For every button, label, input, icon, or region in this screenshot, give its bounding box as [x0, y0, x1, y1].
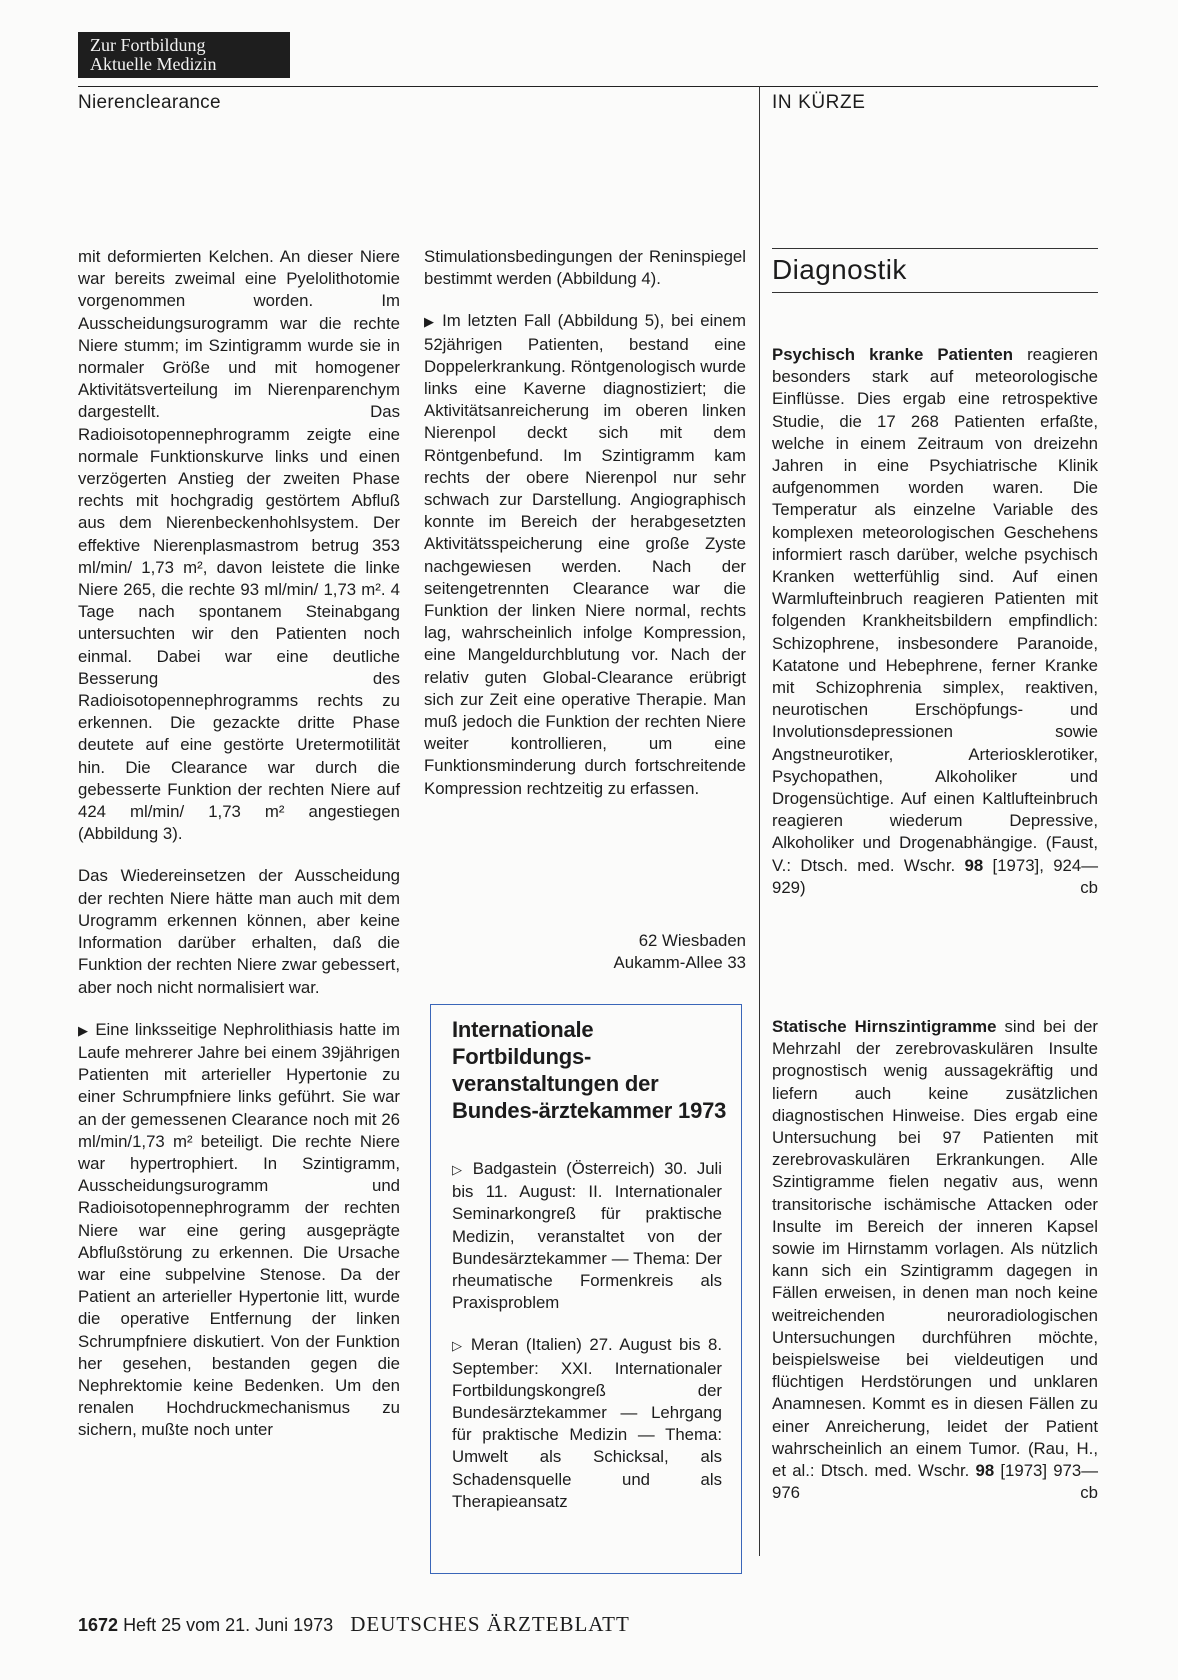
volume-number: 98 [964, 855, 984, 875]
article-column-2 [424, 246, 746, 800]
author-initials: cb [1080, 1483, 1098, 1503]
article-column-1 [78, 246, 400, 1442]
address-line-1: 62 Wiesbaden [638, 931, 746, 950]
arrow-marker-icon: ▶ [424, 314, 437, 330]
column-divider [759, 86, 760, 1556]
news-lead: Psychisch kranke Patienten [772, 345, 1013, 364]
section-title-left: Nierenclearance [78, 92, 221, 113]
news-item-1 [772, 344, 1098, 899]
paragraph [78, 1019, 400, 1442]
event-item [452, 1334, 722, 1513]
paragraph-text: Eine linksseitige Nephrolithiasis hatte im Laufe mehrerer Jahre bei einem 39jährigen Patienten mit arterieller Hypertonie zu einer Schrumpfniere links geführt. Sie war an der gemessenen Clearance noch mit 26 ml/min/1,73 m² beteiligt. Die rechte Niere war hypertrophiert. In Szintigramm, Ausscheidungsurogramm und Radioisotopennephrogramm der rechten Niere war eine gering ausgeprägte Abflußstörung zu erkennen. Die Ursache war eine subpelvine Stenose. Da der Patient an arterieller Hypertonie litt, wurde die operative Entfernung der linken Schrumpfniere diskutiert. Von der Funktion her gesehen, bestanden gegen die Nephrektomie keine Bedenken. Um den renalen Hochdruckmechanismus zu sichern, mußte noch unter [78, 1019, 400, 1440]
magazine-name: DEUTSCHES ÄRZTEBLATT [350, 1612, 630, 1636]
heading-rule-bottom [772, 292, 1098, 293]
author-address [424, 930, 746, 974]
header-rule [78, 86, 1098, 87]
paragraph: Das Wiedereinsetzen der Ausscheidung der rechten Niere hätte man auch mit dem Urogramm erkennen können, aber keine Information darüber erhalten, daß die Funktion der rechten Niere zwar gebessert, aber noch nicht normalisiert war. [78, 866, 400, 997]
badge-line-1: Zur Fortbildung [90, 35, 206, 55]
paragraph: mit deformierten Kelchen. An dieser Niere war bereits zweimal eine Pyelolithotomie vorgenommen worden. Im Ausscheidungsurogramm war die rechte Niere stumm; im Szintigramm wurde sie in normaler Größe und mit homogener Aktivitätsverteilung im Nierenparenchym dargestellt. Das Radioisotopennephrogramm zeigte eine normale Funktionskurve links und einen verzögerten Anstieg der zweiten Phase rechts mit hochgradig gestörtem Abfluß aus dem Nierenbeckenhohlsystem. Der effektive Nierenplasmastrom betrug 353 ml/min/ 1,73 m², davon leistete die linke Niere 265, die rechte 93 ml/min/ 1,73 m². 4 Tage nach spontanem Steinabgang untersuchten wir den Patienten noch einmal. Dabei war eine deutliche Besserung des Radioisotopennephrogramms rechts zu erkennen. Die gezackte dritte Phase deutete auf eine gestörte Uretermotilität hin. Die Clearance war durch die gebesserte Funktion der rechten Niere auf 424 ml/min/ 1,73 m² angestiegen (Abbildung 3). [78, 247, 400, 844]
paragraph-text: Im letzten Fall (Abbildung 5), bei einem 52jährigen Patienten, bestand eine Doppelerkrankung. Röntgenologisch wurde links eine Kaverne diagnostiziert; die Aktivitätsanreicherung im oberen linken Nierenpol deckt sich mit dem Röntgenbefund. Im Szintigramm kam rechts der obere Nierenpol nur sehr schwach zur Darstellung. Angiographisch konnte im Bereich der herabgesetzten Aktivitätsspeicherung eine große Zyste nachgewiesen werden. Nach der seitengetrennten Clearance war die Funktion der linken Niere normal, rechts lag, wahrscheinlich infolge Kompression, eine Mangeldurchblutung vor. Nach der relativ guten Global-Clearance erübrigt sich zur Zeit eine operative Therapie. Man muß jedoch die Funktion der rechten Niere weiter kontrollieren, um eine Funktionsminderung durch fortschreitende Kompression rechtzeitig zu erfassen. [424, 311, 746, 798]
event-text: Meran (Italien) 27. August bis 8. September: XXI. Internationaler Fortbildungskongreß der Bundesärztekammer — Lehrgang für praktische Medizin — Thema: Umwelt als Schicksal, als Schadensquelle und als Therapieansatz [452, 1335, 722, 1511]
triangle-outline-icon: ▷ [452, 1338, 465, 1354]
news-text: reagieren besonders stark auf meteorologische Einflüsse. Dies ergab eine retrospektive Studie, die 17 268 Patienten erfaßte, welche in einem Zeitraum von dreizehn Jahren in eine Psychiatrische Klinik aufgenommen worden waren. Die Temperatur als einzelne Variable des komplexen meteorologischen Geschehens informiert rasch darüber, welche psychisch Kranken wetterfühlig sind. Auf einen Warmlufteinbruch reagieren Patienten mit folgenden Krankheitsbildern empfindlich: Schizophrene, insbesondere Paranoide, Katatone und Hebephrene, ferner Kranke mit Schizophrenia simplex, reaktiven, neurotischen Erschöpfungs- und Involutionsdepressionen sowie Angstneurotiker, Arteriosklerotiker, Psychopathen, Alkoholiker und Drogensüchtige. Auf einen Kaltlufteinbruch reagieren wiederum Depressive, Alkoholiker und Drogenabhängige. (Faust, V.: Dtsch. med. Wschr. [772, 345, 1098, 875]
heading-rule-top [772, 248, 1098, 249]
info-box-body [452, 1158, 722, 1513]
address-line-2: Aukamm-Allee 33 [613, 953, 746, 973]
section-badge [78, 32, 290, 78]
arrow-marker-icon: ▶ [78, 1022, 90, 1038]
citation-text: [1973] 973—976 [772, 1461, 1098, 1503]
news-paragraph [772, 1016, 1098, 1504]
issue-info: Heft 25 vom 21. Juni 1973 [123, 1615, 334, 1635]
news-item-2 [772, 1016, 1098, 1504]
section-title-right: IN KÜRZE [772, 92, 866, 113]
volume-number: 98 [975, 1461, 995, 1481]
news-text: sind bei der Mehrzahl der zerebrovaskulären Insulte prognostisch wenig aussagekräftig und liefern auch keine zusätzlichen diagnostischen Hinweise. Dies ergab eine Untersuchung bei 97 Patienten mit zerebrovaskulären Erkrankungen. Alle Szintigramme fielen negativ aus, wenn transitorische ischämische Attacken oder Insulte im Bereich der inneren Kapsel sowie im Hirnstamm vorlagen. Als nützlich kann sich ein Szintigramm dagegen in Fällen erweisen, in denen man noch keine weitreichenden neuroradiologischen Untersuchungen durchführen möchte, beispielsweise bei vieldeutigen und flüchtigen Herdstörungen und unklaren Anamnesen. Kommt es in diesen Fällen zu einer Anreicherung, leidet der Patient wahrscheinlich an einem Tumor. (Rau, H., et al.: Dtsch. med. Wschr. [772, 1017, 1098, 1481]
citation-text: [1973], 924—929) [772, 855, 1098, 897]
news-paragraph [772, 344, 1098, 899]
page-footer [78, 1612, 630, 1637]
author-initials: cb [1080, 877, 1098, 897]
paragraph: Stimulationsbedingungen der Reninspiegel bestimmt werden (Abbildung 4). [424, 247, 746, 289]
triangle-outline-icon: ▷ [452, 1162, 467, 1177]
section-heading: Diagnostik [772, 254, 907, 285]
info-box-title: Internationale Fortbildungs-veranstaltungen der Bundes-ärztekammer 1973 [452, 1017, 727, 1123]
paragraph [424, 310, 746, 799]
event-text: Badgastein (Österreich) 30. Juli bis 11. August: II. Internationaler Seminarkongreß für praktische Medizin, veranstaltet von der Bundesärztekammer — Thema: Der rheumatische Formenkreis als Praxisproblem [452, 1159, 723, 1313]
event-item [452, 1158, 722, 1314]
badge-line-2: Aktuelle Medizin [90, 54, 217, 74]
news-lead: Statische Hirnszintigramme [772, 1017, 997, 1036]
page-number: 1672 [78, 1615, 119, 1635]
